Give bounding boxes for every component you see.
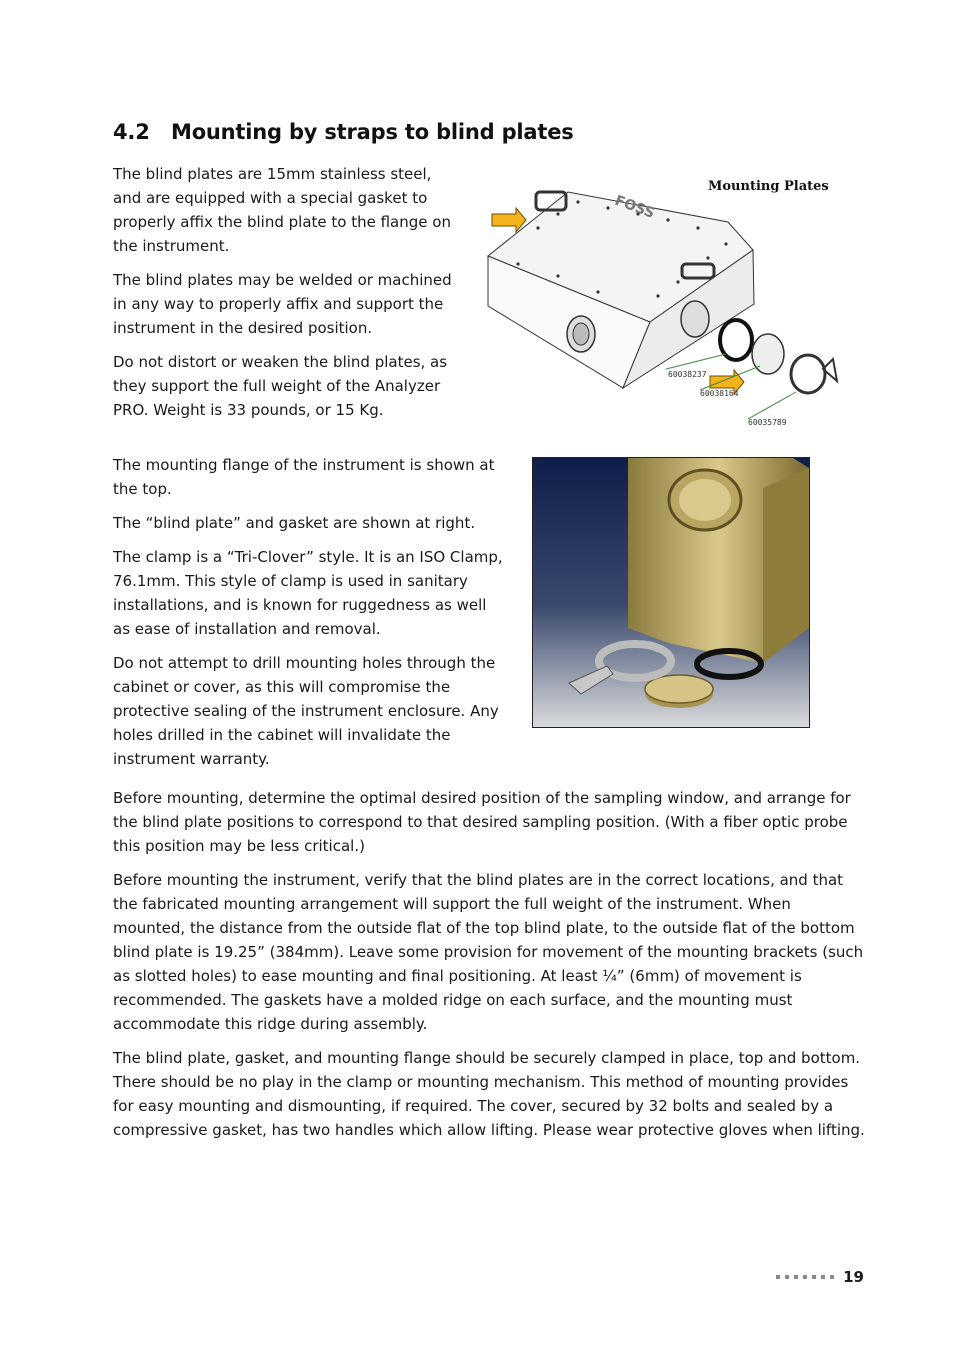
paragraph: The clamp is a “Tri-Clover” style. It is an ISO Clamp, 76.1mm. This style of clamp is used in sanitary installations, and is known for ruggedness as well as ease of installation and removal. — [113, 548, 503, 638]
blind-plate-icon — [752, 334, 784, 374]
page-number: 19 — [843, 1268, 864, 1286]
paragraph: The “blind plate” and gasket are shown at right. — [113, 514, 476, 532]
page-footer — [776, 1268, 864, 1286]
mounting-instructions — [113, 786, 865, 1152]
figure-label: Mounting Plates — [708, 179, 829, 194]
section-title: Mounting by straps to blind plates — [171, 120, 574, 144]
paragraph: The blind plate, gasket, and mounting flange should be securely clamped in place, top and bottom. There should be no play in the clamp or mounting mechanism. This method of mounting provides for easy mounting and dismounting, if required. The cover, secured by 32 bolts and sealed by a compressive gasket, has two handles which allow lifting. Please wear protective gloves when lifting. — [113, 1049, 865, 1139]
footer-dots — [776, 1275, 834, 1279]
paragraph: Do not distort or weaken the blind plates, as they support the full weight of the Analyzer PRO. Weight is 33 pounds, or 15 Kg. — [113, 353, 448, 419]
mounting-plates-figure — [478, 164, 858, 432]
arrow-icon — [492, 208, 526, 232]
paragraph: Do not attempt to drill mounting holes through the cabinet or cover, as this will compromise the protective sealing of the instrument enclosure. Any holes drilled in the cabinet will invalidate the instrument warranty. — [113, 654, 499, 768]
part-number: 60038164 — [700, 389, 739, 398]
flange-description — [113, 453, 508, 781]
section-heading — [113, 120, 574, 144]
paragraph: Before mounting, determine the optimal desired position of the sampling window, and arrange for the blind plate positions to correspond to that desired sampling position. (With a fiber optic probe this position may be less critical.) — [113, 789, 851, 855]
part-number: 60035789 — [748, 418, 787, 427]
clamp-icon — [791, 355, 825, 393]
hardware-photo — [532, 457, 810, 728]
section-number: 4.2 — [113, 120, 150, 144]
part-number: 60038237 — [668, 370, 707, 379]
paragraph: Before mounting the instrument, verify that the blind plates are in the correct locations, and that the fabricated mounting arrangement will support the full weight of the instrument. When mounted, the distance from the outside flat of the top blind plate, to the outside flat of the bottom blind plate is 19.25” (384mm). Leave some provision for movement of the mounting brackets (such as slotted holes) to ease mounting and final positioning. At least ¼” (6mm) of movement is recommended. The gaskets have a molded ridge on each surface, and the mounting must accommodate this ridge during assembly. — [113, 871, 864, 1033]
paragraph: The blind plates may be welded or machined in any way to properly affix and support the instrument in the desired position. — [113, 271, 452, 337]
intro-text — [113, 162, 458, 432]
paragraph: The mounting flange of the instrument is shown at the top. — [113, 456, 495, 498]
brand-text: FOSS — [612, 192, 657, 222]
paragraph: The blind plates are 15mm stainless steel, and are equipped with a special gasket to properly affix the blind plate to the flange on the instrument. — [113, 165, 451, 255]
